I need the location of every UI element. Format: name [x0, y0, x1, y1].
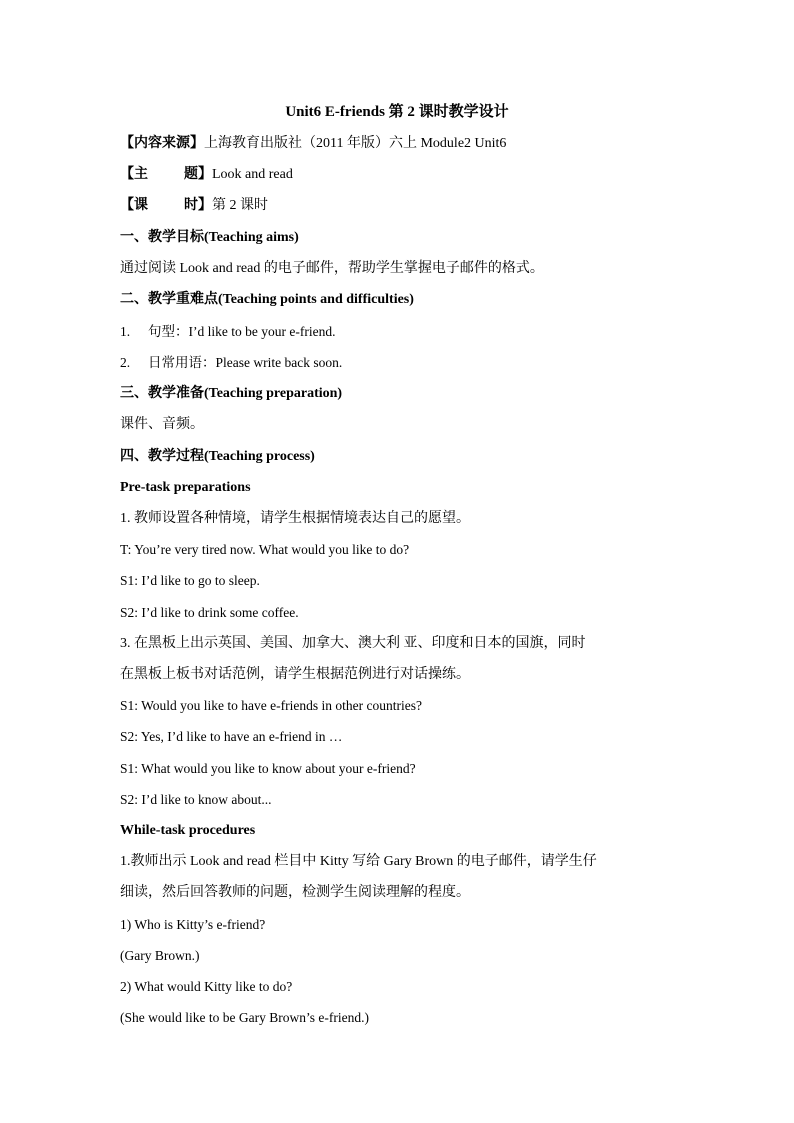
dialog-line: S1: What would you like to know about your e-friend? — [120, 761, 416, 776]
question-line: 1) Who is Kitty’s e-friend? — [120, 917, 266, 932]
meta-source-label: 【内容来源】 — [120, 136, 204, 151]
meta-period-value: 第 2 课时 — [212, 198, 268, 213]
answer-line: (She would like to be Gary Brown’s e-friend.) — [120, 1010, 369, 1025]
section-heading-aims: 一、教学目标(Teaching aims) — [120, 230, 299, 245]
pre-task-step-3-cont: 在黑板上板书对话范例，请学生根据范例进行对话操练。 — [120, 667, 470, 682]
dialog-line: S2: I’d like to drink some coffee. — [120, 605, 299, 620]
pre-task-step-1: 1. 教师设置各种情境，请学生根据情境表达自己的愿望。 — [120, 511, 470, 526]
meta-topic-label-b: 题】 — [184, 167, 212, 182]
dialog-line: S2: Yes, I’d like to have an e-friend in … — [120, 729, 343, 744]
meta-topic-value: Look and read — [212, 167, 293, 182]
points-item-number: 1. — [120, 324, 131, 339]
dialog-line: S1: Would you like to have e-friends in other countries? — [120, 698, 422, 713]
subheading-while-task: While-task procedures — [120, 823, 256, 838]
meta-period-label-b: 时】 — [184, 198, 212, 213]
meta-source — [120, 134, 506, 154]
dialog-line: S2: I’d like to know about... — [120, 792, 272, 807]
dialog-line: S1: I’d like to go to sleep. — [120, 573, 260, 588]
document-title: Unit6 E-friends 第 2 课时教学设计 — [285, 104, 509, 120]
points-item-text: 句型：I’d like to be your e-friend. — [148, 324, 336, 339]
points-item-number: 2. — [120, 355, 131, 370]
points-item — [120, 322, 335, 342]
pre-task-step-3: 3. 在黑板上出示英国、美国、加拿大、澳大利 亚、印度和日本的国旗，同时 — [120, 636, 586, 651]
section-heading-process: 四、教学过程(Teaching process) — [120, 449, 315, 464]
meta-topic — [120, 165, 293, 185]
aims-text: 通过阅读 Look and read 的电子邮件，帮助学生掌握电子邮件的格式。 — [120, 261, 544, 276]
points-item-text: 日常用语：Please write back soon. — [148, 355, 343, 370]
question-line: 2) What would Kitty like to do? — [120, 979, 293, 994]
while-task-step-1: 1.教师出示 Look and read 栏目中 Kitty 写给 Gary Brown 的电子邮件，请学生仔 — [120, 854, 597, 869]
meta-period — [120, 196, 268, 216]
section-heading-points: 二、教学重难点(Teaching points and difficulties) — [120, 292, 414, 307]
meta-source-value: 上海教育出版社（2011 年版）六上 Module2 Unit6 — [204, 136, 507, 151]
subheading-pre-task: Pre-task preparations — [120, 480, 251, 495]
answer-line: (Gary Brown.) — [120, 948, 200, 963]
preparation-text: 课件、音频。 — [120, 417, 204, 432]
while-task-step-1-cont: 细读，然后回答教师的问题，检测学生阅读理解的程度。 — [120, 885, 470, 900]
meta-period-label-a: 【课 — [120, 198, 148, 213]
points-item — [120, 353, 342, 373]
section-heading-preparation: 三、教学准备(Teaching preparation) — [120, 386, 343, 401]
meta-topic-label-a: 【主 — [120, 167, 148, 182]
dialog-line: T: You’re very tired now. What would you like to do? — [120, 542, 410, 557]
